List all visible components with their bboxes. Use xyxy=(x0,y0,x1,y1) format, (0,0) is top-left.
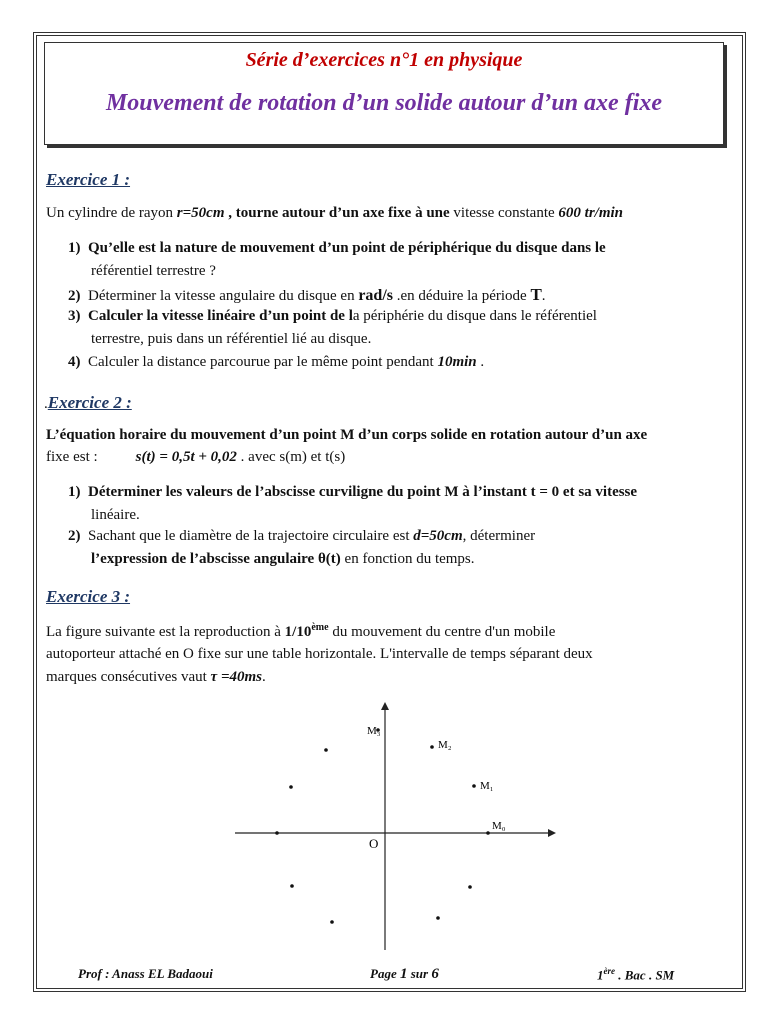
exercise-3-line-2: autoporteur attaché en O fixe sur une table horizontale. L'intervalle de temps séparant deux xyxy=(46,646,593,662)
dot-m8 xyxy=(330,920,334,924)
dot-m5 xyxy=(289,785,293,789)
page-subtitle: Mouvement de rotation d’un solide autour d’un axe fixe xyxy=(105,90,663,116)
exercise-1-question-2: 2) Déterminer la vitesse angulaire du disque en rad/s .en déduire la période T. xyxy=(68,285,546,304)
dot-m7 xyxy=(290,884,294,888)
label-m2: M₂ xyxy=(438,739,452,751)
exercise-1-question-3: 3) Calculer la vitesse linéaire d’un point de la périphérie du disque dans le référentiel xyxy=(68,308,597,324)
exercise-1-heading: Exercice 1 : xyxy=(46,170,131,189)
exercise-2-heading: Exercice 2 : xyxy=(47,393,132,412)
title-box xyxy=(44,42,724,145)
trajectory-figure xyxy=(230,700,560,950)
x-axis-arrow xyxy=(548,829,556,837)
footer-page: Page 1 sur 6 xyxy=(370,966,439,982)
dot-m2 xyxy=(430,745,434,749)
dot-m6 xyxy=(275,831,279,835)
exercise-2-question-2: 2) Sachant que le diamètre de la trajectoire circulaire est d=50cm, déterminer xyxy=(68,528,536,544)
exercise-1-question-1-cont: référentiel terrestre ? xyxy=(91,263,216,279)
dot-m4 xyxy=(324,748,328,752)
footer-prof: Prof : Anass EL Badaoui xyxy=(78,966,213,981)
exercise-3-line-1: La figure suivante est la reproduction à 1/10ème du mouvement du centre d'un mobile xyxy=(46,622,556,640)
figure-marks xyxy=(235,702,556,950)
exercise-1-question-3-cont: terrestre, puis dans un référentiel lié au disque. xyxy=(91,331,372,347)
exercise-1-intro: Un cylindre de rayon r=50cm , tourne autour d’un axe fixe à une vitesse constante 600 tr/min xyxy=(46,205,624,221)
origin-label: O xyxy=(369,836,379,851)
y-axis-arrow xyxy=(381,702,389,710)
exercise-1-question-1: 1) Qu’elle est la nature de mouvement d’un point de périphérique du disque dans le xyxy=(68,240,606,256)
dot-m1 xyxy=(472,784,476,788)
exercise-2-question-1-cont: linéaire. xyxy=(91,507,140,523)
label-m1: M₁ xyxy=(480,780,494,792)
footer-level: 1ère . Bac . SM xyxy=(597,966,675,983)
dot-m0 xyxy=(486,831,490,835)
label-m0: M₀ xyxy=(492,820,506,832)
exercise-2-question-2-cont: l’expression de l’abscisse angulaire θ(t) en fonction du temps. xyxy=(91,551,475,567)
exercise-2-intro: L’équation horaire du mouvement d’un point M d’un corps solide en rotation autour d’un axe xyxy=(46,427,648,443)
dot-m9 xyxy=(436,916,440,920)
exercise-3-heading: Exercice 3 : xyxy=(46,587,131,606)
exercise-3-line-3: marques consécutives vaut τ =40ms. xyxy=(46,669,266,685)
dot-m10 xyxy=(468,885,472,889)
label-m3: M₃ xyxy=(367,725,381,737)
exercise-2-question-1: 1) Déterminer les valeurs de l’abscisse curviligne du point M à l’instant t = 0 et sa vitesse xyxy=(68,484,638,500)
exercise-1-question-4: 4) Calculer la distance parcourue par le même point pendant 10min . xyxy=(68,354,485,370)
page-title: Série d’exercices n°1 en physique xyxy=(245,49,523,71)
exercise-2-intro-cont: fixe est : s(t) = 0,5t + 0,02 . avec s(m) et t(s) xyxy=(46,449,346,465)
exercise-2-heading-row: .Exercice 2 : xyxy=(44,393,132,412)
